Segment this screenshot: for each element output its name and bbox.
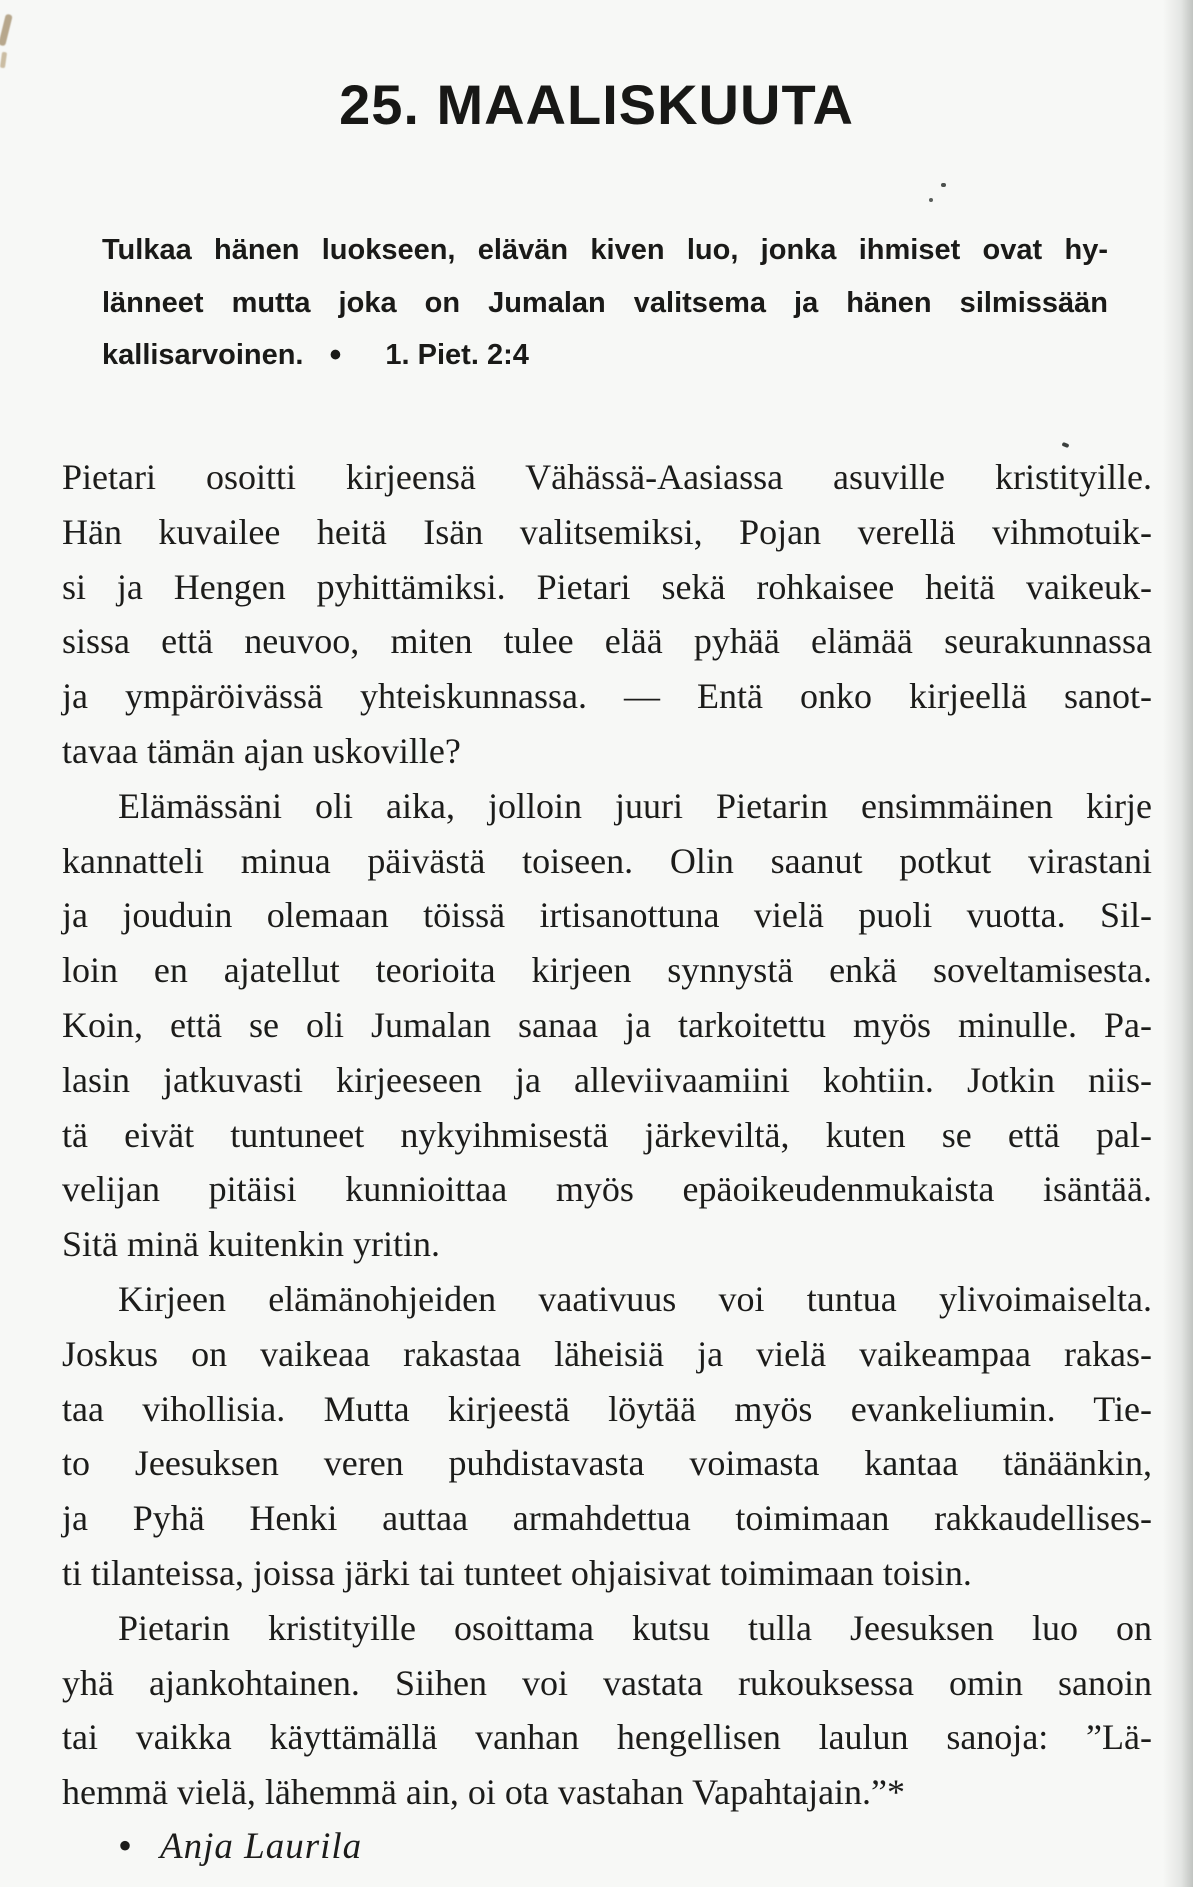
body-line: Pietarin kristityille osoittama kutsu tulla Jeesuksen luo on (118, 1607, 1152, 1648)
body-line: tavaa tämän ajan uskoville? (62, 730, 461, 771)
body-line: si ja Hengen pyhittämiksi. Pietari sekä rohkaisee heitä vaikeuk- (62, 566, 1152, 607)
body-line: ja jouduin olemaan töissä irtisanottuna vielä puoli vuotta. Sil- (62, 895, 1152, 936)
verse-ending: kallisarvoinen. (102, 339, 304, 371)
scan-speck (941, 183, 946, 187)
body-line: tai vaikka käyttämällä vanhan hengellisen laulun sanoja: ”Lä- (62, 1717, 1152, 1758)
verse-reference: 1. Piet. 2:4 (385, 339, 529, 371)
body-line: Koin, että se oli Jumalan sanaa ja tarkoitettu myös minulle. Pa- (62, 1004, 1152, 1045)
body-line: yhä ajankohtainen. Siihen voi vastata rukouksessa omin sanoin (62, 1662, 1152, 1703)
body-text (62, 450, 1152, 1820)
verse-line: Tulkaa hänen luokseen, elävän kiven luo, jonka ihmiset ovat hy- (102, 234, 1108, 266)
scan-artifact (0, 14, 13, 47)
body-line: Joskus on vaikeaa rakastaa läheisiä ja vielä vaikeampaa rakas- (62, 1333, 1152, 1374)
body-line: Hän kuvailee heitä Isän valitsemiksi, Pojan verellä vihmotuik- (62, 511, 1152, 552)
body-line: tä eivät tuntuneet nykyihmisestä järkeviltä, kuten se että pal- (62, 1114, 1152, 1155)
author-line (62, 1818, 1152, 1874)
body-line: lasin jatkuvasti kirjeeseen ja alleviivaamiini kohtiin. Jotkin niis- (62, 1059, 1152, 1100)
verse-block (102, 224, 1108, 382)
page-edge-shadow (1163, 0, 1193, 1887)
body-line: kannatteli minua päivästä toiseen. Olin saanut potkut virastani (62, 840, 1152, 881)
body-line: hemmä vielä, lähemmä ain, oi ota vastahan Vapahtajain.”* (62, 1772, 906, 1813)
page-title: 25. MAALISKUUTA (339, 73, 854, 136)
body-line: Elämässäni oli aika, jolloin juuri Pietarin ensimmäinen kirje (118, 785, 1152, 826)
body-line: to Jeesuksen veren puhdistavasta voimasta kantaa tänäänkin, (62, 1443, 1152, 1484)
author-name: Anja Laurila (160, 1826, 363, 1867)
body-line: Kirjeen elämänohjeiden vaativuus voi tuntua ylivoimaiselta. (118, 1278, 1152, 1319)
body-line: Sitä minä kuitenkin yritin. (62, 1224, 440, 1265)
body-line: ti tilanteissa, joissa järki tai tunteet ohjaisivat toimimaan toisin. (62, 1552, 972, 1593)
verse-line: länneet mutta joka on Jumalan valitsema ja hänen silmissään (102, 286, 1108, 319)
body-line: loin en ajatellut teorioita kirjeen synnystä enkä soveltamisesta. (62, 950, 1152, 991)
scan-speck (929, 198, 933, 202)
body-line: sissa että neuvoo, miten tulee elää pyhää elämää seurakunnassa (62, 621, 1152, 662)
body-line: ja Pyhä Henki auttaa armahdettua toimimaan rakkaudellises- (62, 1498, 1152, 1539)
verse-line (102, 329, 1108, 382)
body-line: taa vihollisia. Mutta kirjeestä löytää myös evankeliumin. Tie- (62, 1388, 1152, 1429)
body-line: velijan pitäisi kunnioittaa myös epäoikeudenmukaista isäntää. (62, 1169, 1152, 1210)
bullet-icon: • (118, 1823, 133, 1868)
scan-speck (1062, 442, 1070, 448)
scan-artifact (0, 52, 7, 69)
bullet-icon: • (329, 336, 342, 374)
body-line: Pietari osoitti kirjeensä Vähässä-Aasiassa asuville kristityille. (62, 457, 1152, 497)
body-line: ja ympäröivässä yhteiskunnassa. — Entä onko kirjeellä sanot- (62, 676, 1152, 717)
